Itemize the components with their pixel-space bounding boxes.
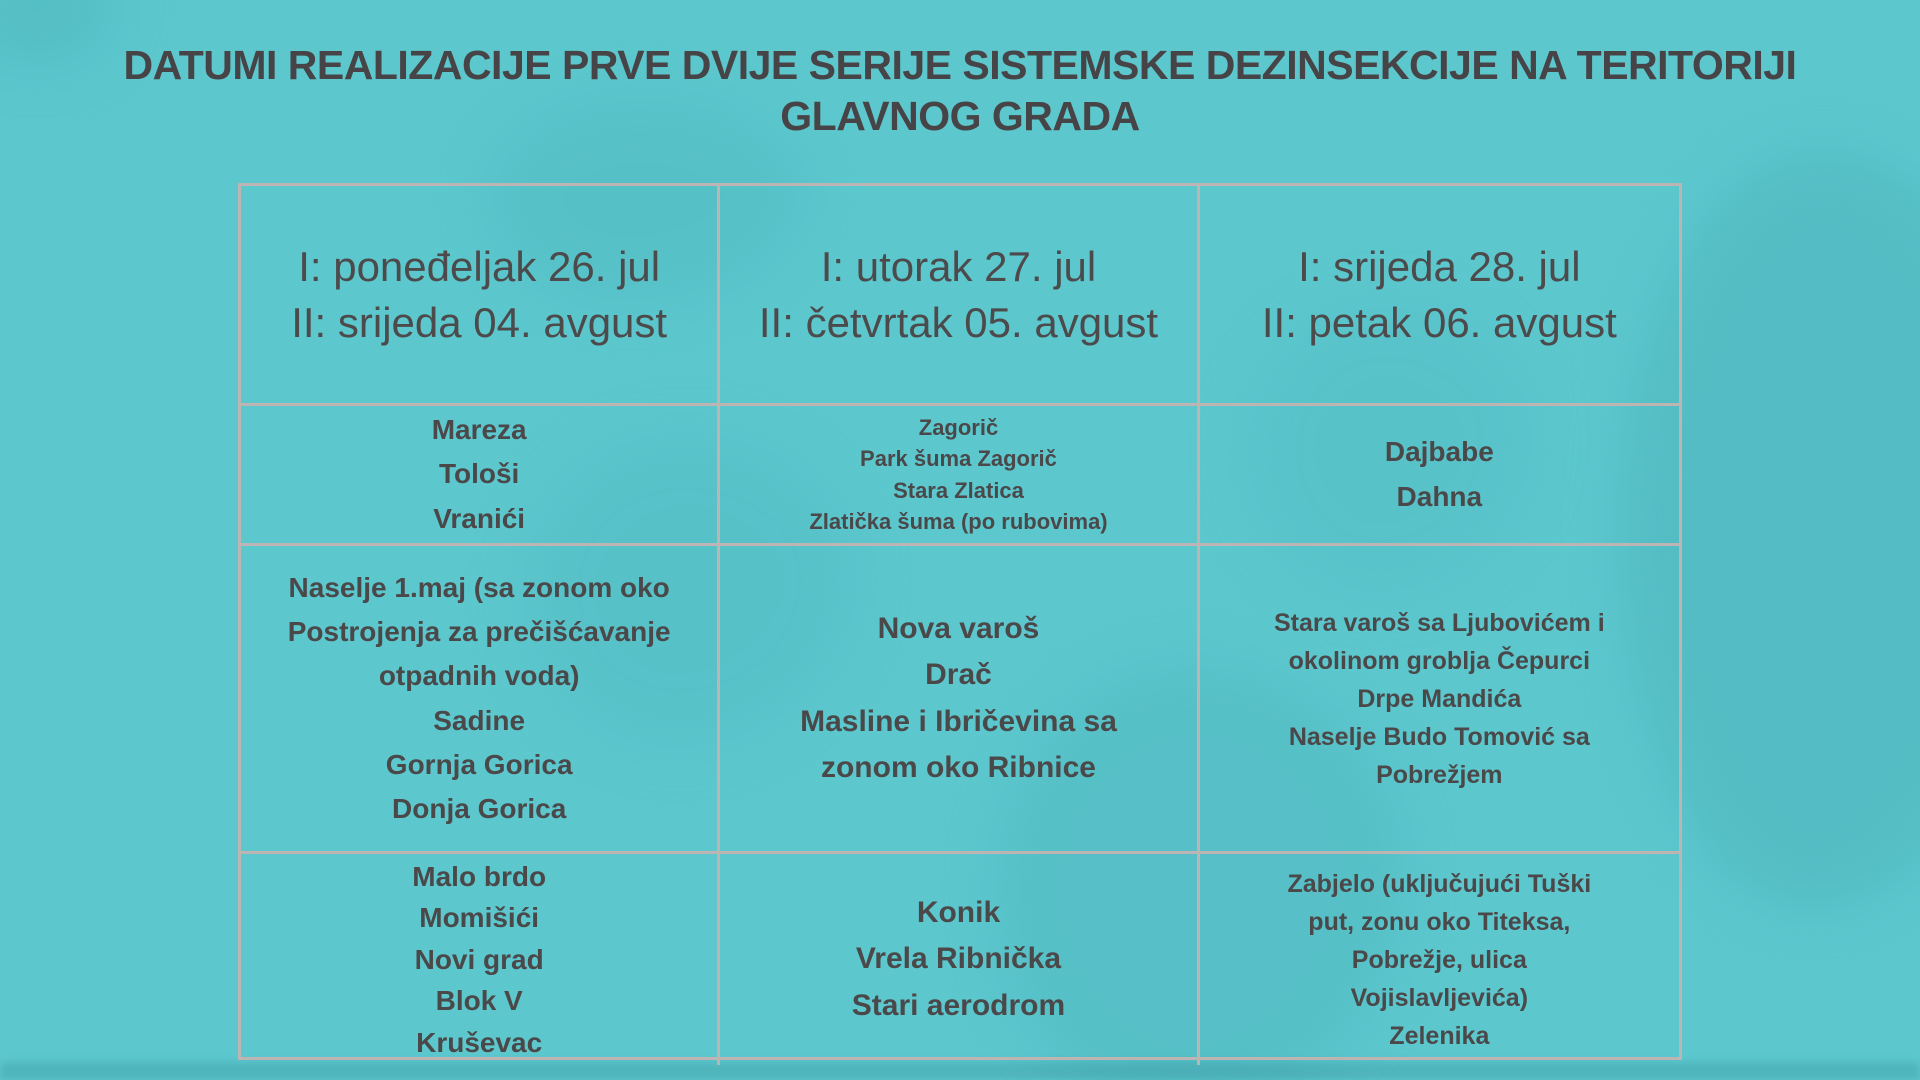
header-cell-tuesday-group: [720, 186, 1199, 406]
serie-2-date: II: četvrtak 05. avgust: [758, 298, 1159, 346]
areas-cell: Stara varoš sa Ljubovićem i okolinom groblja Čepurci Drpe Mandića Naselje Budo Tomović sa Pobrežjem: [1200, 546, 1679, 854]
areas-cell: Naselje 1.maj (sa zonom oko Postrojenja za prečišćavanje otpadnih voda) Sadine Gornja Gorica Donja Gorica: [241, 546, 720, 854]
header-cell-monday-group: [241, 186, 720, 406]
header-cell-wednesday-group: [1200, 186, 1679, 406]
areas-cell: Nova varoš Drač Masline i Ibričevina sa zonom oko Ribnice: [720, 546, 1199, 854]
serie-1-date: I: utorak 27. jul: [820, 243, 1097, 291]
areas-cell: Malo brdo Momišići Novi grad Blok V Kruševac: [241, 854, 720, 1065]
areas-cell: Mareza Tološi Vranići: [241, 406, 720, 546]
areas-cell: Zagorič Park šuma Zagorič Stara Zlatica Zlatička šuma (po rubovima): [720, 406, 1199, 546]
areas-cell: Zabjelo (uključujući Tuški put, zonu oko Titeksa, Pobrežje, ulica Vojislavljevića) Zelenika: [1287, 869, 1592, 1050]
serie-2-date: II: petak 06. avgust: [1261, 298, 1617, 346]
serie-1-date: I: poneđeljak 26. jul: [298, 243, 661, 291]
page-title: DATUMI REALIZACIJE PRVE DVIJE SERIJE SISTEMSKE DEZINSEKCIJE NA TERITORIJI GLAVNOG GRADA: [123, 42, 1797, 139]
areas-cell: Konik Vrela Ribnička Stari aerodrom: [720, 854, 1199, 1065]
schedule-table: [238, 183, 1682, 1060]
areas-cell: Dajbabe Dahna: [1200, 406, 1679, 546]
serie-2-date: II: srijeda 04. avgust: [291, 298, 668, 346]
serie-1-date: I: srijeda 28. jul: [1298, 243, 1581, 291]
